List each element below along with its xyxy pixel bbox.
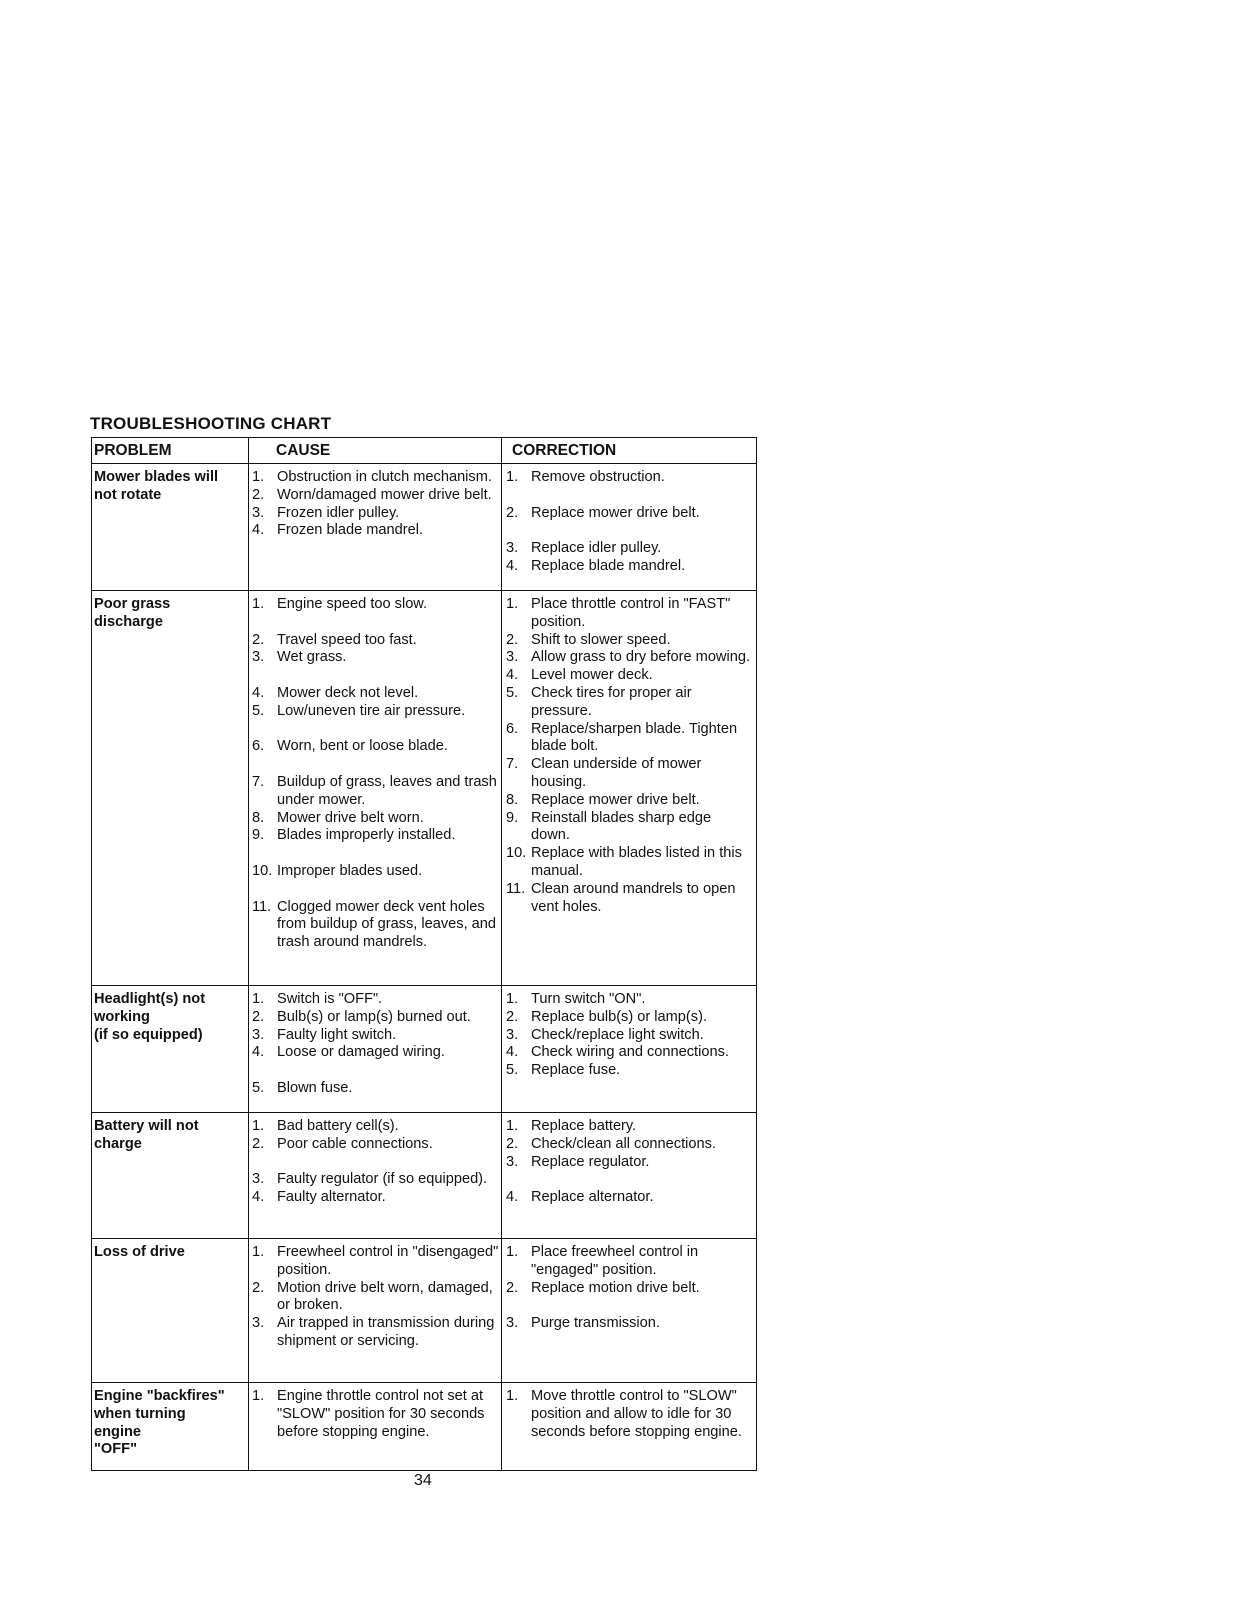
correction-cell: 1. Move throttle control to "SLOW" position and allow to idle for 30 seconds before stopping engine. (506, 1388, 742, 1440)
correction-cell: 1. Place freewheel control in "engaged" position. 2. Replace motion drive belt. 3. Purge transmission. (506, 1244, 700, 1332)
table-row (92, 463, 756, 590)
problem-cell: Headlight(s) not working (if so equipped) (92, 986, 249, 1112)
cause-cell: 1. Engine speed too slow. 2. Travel speed too fast. 3. Wet grass. 4. Mower deck not level. 5. Low/uneven tire air pressure. 6. Worn, bent or loose blade. 7. Buildup of grass, leaves and trash under mower. 8. Mower drive belt worn. 9. Blades improperly installed. 10. Improper blades used. 11. Clogged mower deck vent holes from buildup of grass, leaves, and trash around mandrels. (249, 591, 502, 985)
header-problem: PROBLEM (92, 438, 249, 463)
problem-cell: Mower blades will not rotate (92, 464, 249, 590)
chart-title: TROUBLESHOOTING CHART (90, 414, 332, 433)
table-row (92, 590, 756, 985)
cause-cell: 1. Bad battery cell(s). 2. Poor cable connections. 3. Faulty regulator (if so equipped). 4. Faulty alternator. (249, 1113, 502, 1238)
cause-cell: 1. Obstruction in clutch mechanism. 2. Worn/damaged mower drive belt. 3. Frozen idler pulley. 4. Frozen blade mandrel. (249, 464, 502, 590)
cause-cell: 1. Engine throttle control not set at "SLOW" position for 30 seconds before stopping engine. (249, 1383, 502, 1470)
correction-cell: 1. Remove obstruction. 2. Replace mower drive belt. 3. Replace idler pulley. 4. Replace blade mandrel. (506, 469, 700, 574)
table-header (92, 438, 756, 463)
page-number: 34 (414, 1472, 432, 1489)
correction-cell: 1. Place throttle control in "FAST" position. 2. Shift to slower speed. 3. Allow grass to dry before mowing. 4. Level mower deck. 5. Check tires for proper air pressure. 6. Replace/sharpen blade. Tighten blade bolt. 7. Clean underside of mower housing. 8. Replace mower drive belt. 9. Reinstall blades sharp edge down. 10. Replace with blades listed in this manual. 11. Clean around mandrels to open vent holes. (506, 596, 750, 915)
correction-cell: 1. Replace battery. 2. Check/clean all connections. 3. Replace regulator. 4. Replace alternator. (506, 1118, 716, 1206)
table-row (92, 985, 756, 1112)
table-row (92, 1112, 756, 1238)
problem-cell: Poor grass discharge (92, 591, 249, 985)
table-row (92, 1382, 756, 1470)
table-row (92, 1238, 756, 1382)
cause-cell: 1. Switch is "OFF". 2. Bulb(s) or lamp(s) burned out. 3. Faulty light switch. 4. Loose or damaged wiring. 5. Blown fuse. (249, 986, 502, 1112)
header-cause: CAUSE (249, 438, 502, 463)
problem-cell: Loss of drive (92, 1239, 249, 1382)
problem-cell: Battery will not charge (92, 1113, 249, 1238)
cause-cell: 1. Freewheel control in "disengaged" position. 2. Motion drive belt worn, damaged, or broken. 3. Air trapped in transmission during shipment or servicing. (249, 1239, 502, 1382)
header-correction: CORRECTION (512, 442, 617, 459)
problem-cell: Engine "backfires" when turning engine "OFF" (92, 1383, 249, 1470)
troubleshooting-table (91, 437, 757, 1471)
correction-cell: 1. Turn switch "ON". 2. Replace bulb(s) or lamp(s). 3. Check/replace light switch. 4. Check wiring and connections. 5. Replace fuse. (506, 991, 729, 1079)
